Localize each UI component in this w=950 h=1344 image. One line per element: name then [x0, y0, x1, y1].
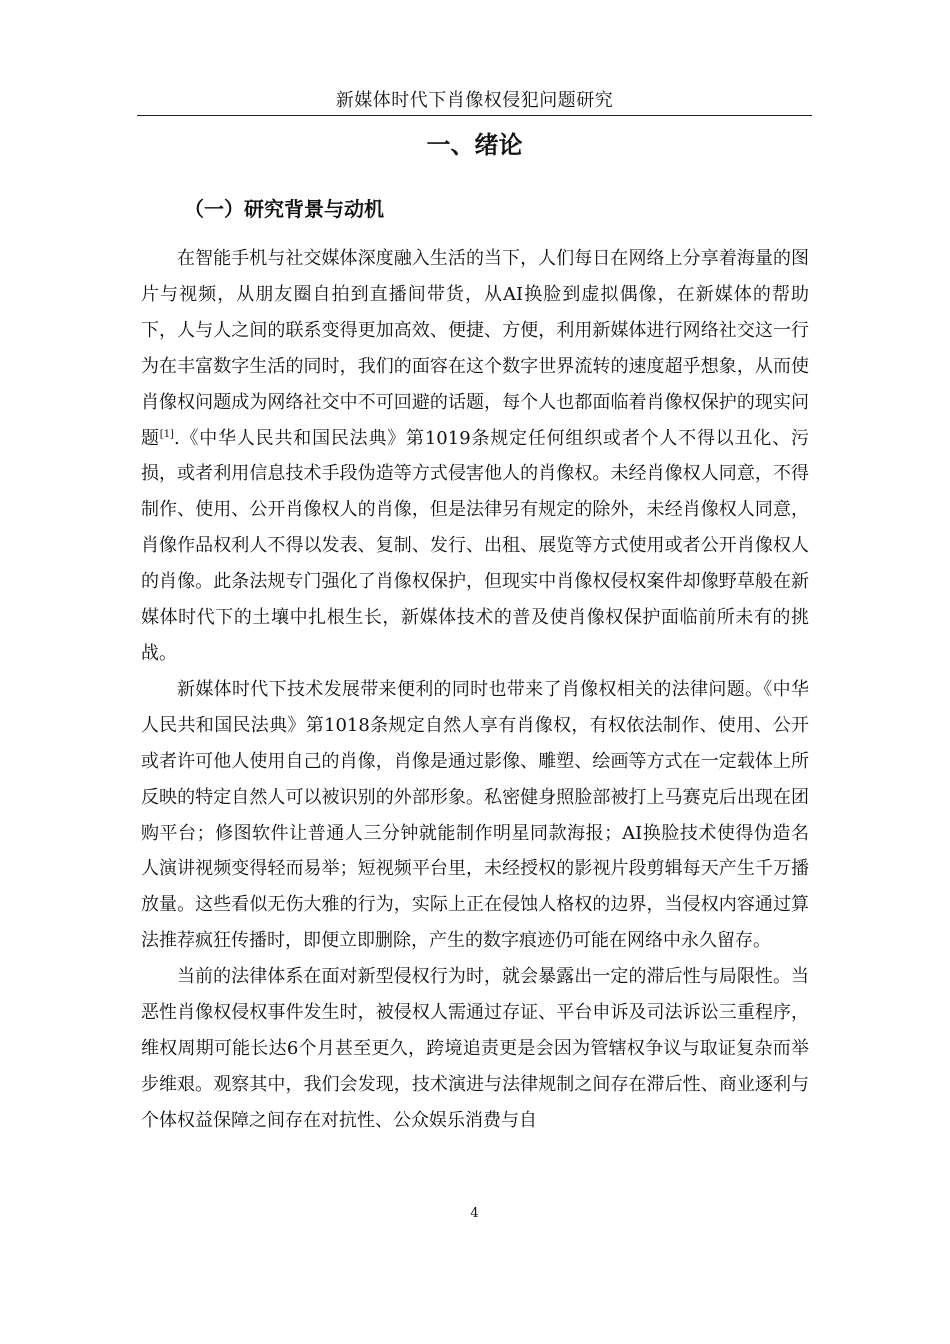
header-divider — [137, 115, 812, 116]
paragraph-3: 当前的法律体系在面对新型侵权行为时，就会暴露出一定的滞后性与局限性。当恶性肖像权侵权事件发生时，被侵权人需通过存证、平台申诉及司法诉讼三重程序，维权周期可能长达6个月甚至更久，跨境追责更是会因为管辖权争议与取证复杂而举步维艰。观察其中，我们会发现，技术演进与法律规制之间存在滞后性、商业逐利与个体权益保障之间存在对抗性、公众娱乐消费与自 — [141, 966, 809, 1131]
citation-link[interactable]: [1] — [159, 428, 174, 440]
page-number: 4 — [470, 1206, 479, 1221]
paragraph-1-text-after: .《中华人民共和国民法典》第1019条规定任何组织或者个人不得以丑化、污损，或者利用信息技术手段伪造等方式侵害他人的肖像权。未经肖像权人同意，不得制作、使用、公开肖像权人的肖像，但是法律另有规定的除外，未经肖像权人同意，肖像作品权利人不得以发表、复制、发行、出租、展览等方式使用或者公开肖像权人的肖像。此条法规专门强化了肖像权保护，但现实中肖像权侵权案件却像野草般在新媒体时代下的土壤中扎根生长，新媒体技术的普及使肖像权保护面临前所未有的挑战。 — [141, 427, 809, 664]
chapter-title: 一、绪论 — [426, 131, 523, 159]
paragraph-2: 新媒体时代下技术发展带来便利的同时也带来了肖像权相关的法律问题。《中华人民共和国民法典》第1018条规定自然人享有肖像权，有权依法制作、使用、公开或者许可他人使用自己的肖像，肖像是通过影像、雕塑、绘画等方式在一定载体上所反映的特定自然人可以被识别的外部形象。私密健身照脸部被打上马赛克后出现在团购平台；修图软件让普通人三分钟就能制作明星同款海报；AI换脸技术使得伪造名人演讲视频变得轻而易举；短视频平台里，未经授权的影视片段剪辑每天产生千万播放量。这些看似无伤大雅的行为，实际上正在侵蚀人格权的边界，当侵权内容通过算法推荐疯狂传播时，即便立即删除，产生的数字痕迹仍可能在网络中永久留存。 — [141, 678, 809, 952]
paragraph-1-text-before: 在智能手机与社交媒体深度融入生活的当下，人们每日在网络上分享着海量的图片与视频，从朋友圈自拍到直播间带货，从AI换脸到虚拟偶像，在新媒体的帮助下，人与人之间的联系变得更加高效、便捷、方便，利用新媒体进行网络社交这一行为在丰富数字生活的同时，我们的面容在这个数字世界流转的速度超乎想象，从而使肖像权问题成为网络社交中不可回避的话题，每个人也都面临着肖像权保护的现实问题 — [141, 248, 809, 449]
running-header: 新媒体时代下肖像权侵犯问题研究 — [335, 90, 614, 111]
section-title: （一）研究背景与动机 — [184, 197, 384, 221]
body-text — [141, 241, 809, 1139]
paragraph-1 — [141, 241, 809, 672]
